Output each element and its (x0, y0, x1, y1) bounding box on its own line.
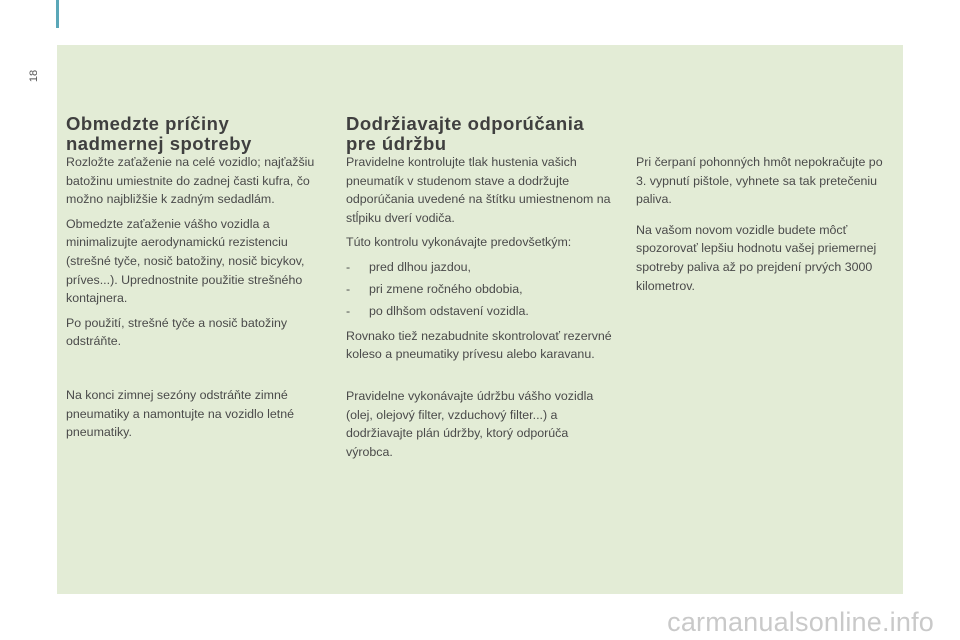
paragraph: Obmedzte zaťaženie vášho vozidla a minimalizujte aerodynamickú rezistenciu (strešné tyče, nosič batožiny, nosič bicykov, príves...). Uprednostnite použitie strešného kontajnera. (66, 216, 305, 306)
paragraph: Rozložte zaťaženie na celé vozidlo; najťažšiu batožinu umiestnite do zadnej časti kufra, čo možno najbližšie k zadným sedadlám. (66, 155, 315, 207)
list-item: - po dlhšom odstavení vozidla. (346, 302, 618, 321)
paragraph: Po použití, strešné tyče a nosič batožiny odstráňte. (66, 315, 288, 349)
section-title-line: pre údržbu (346, 133, 447, 154)
paragraph: Pravidelne kontrolujte tlak hustenia vašich pneumatík v studenom stave a dodržujte odporúčania uvedené na štítku umiestnenom na stĺpiku dverí vodiča. (346, 155, 611, 225)
paragraph: Pri čerpaní pohonných hmôt nepokračujte po 3. vypnutí pištole, vyhnete sa tak pretečeniu paliva. (636, 155, 883, 207)
paragraph: Na vašom novom vozidle budete môcť spozorovať lepšiu hodnotu vašej priemernej spotreby paliva až po prejdení prvých 3000 kilometrov. (636, 222, 877, 293)
section-title-consumption (66, 114, 252, 154)
paragraph: Rovnako tiež nezabudnite skontrolovať rezervné koleso a pneumatiky prívesu alebo karavanu. (346, 328, 612, 362)
paragraph: Na konci zimnej sezóny odstráňte zimné pneumatiky a namontujte na vozidlo letné pneumatiky. (66, 388, 294, 440)
paragraph: Pravidelne vykonávajte údržbu vášho vozidla (olej, olejový filter, vzduchový filter...) a dodržiavajte plán údržby, ktorý odporúča výrobca. (346, 389, 594, 459)
list-item: - pri zmene ročného obdobia, (346, 280, 618, 299)
list-item: - pred dlhou jazdou, (346, 258, 618, 277)
left-column (66, 153, 328, 357)
middle-column (346, 153, 618, 370)
watermark: carmanualsonline.info (667, 607, 934, 637)
section-title-line: Obmedzte príčiny (66, 113, 230, 134)
section-title-maintenance (346, 114, 584, 154)
section-title-line: Dodržiavajte odporúčania (346, 113, 585, 134)
left-column-bottom (66, 386, 328, 448)
section-title-line: nadmernej spotreby (66, 133, 252, 154)
page-number: 18 (28, 69, 40, 83)
paragraph: Túto kontrolu vykonávajte predovšetkým: (346, 235, 572, 250)
middle-column-bottom (346, 387, 618, 467)
right-column (636, 153, 896, 301)
edge-accent-bar (56, 0, 59, 28)
check-list (346, 258, 618, 321)
